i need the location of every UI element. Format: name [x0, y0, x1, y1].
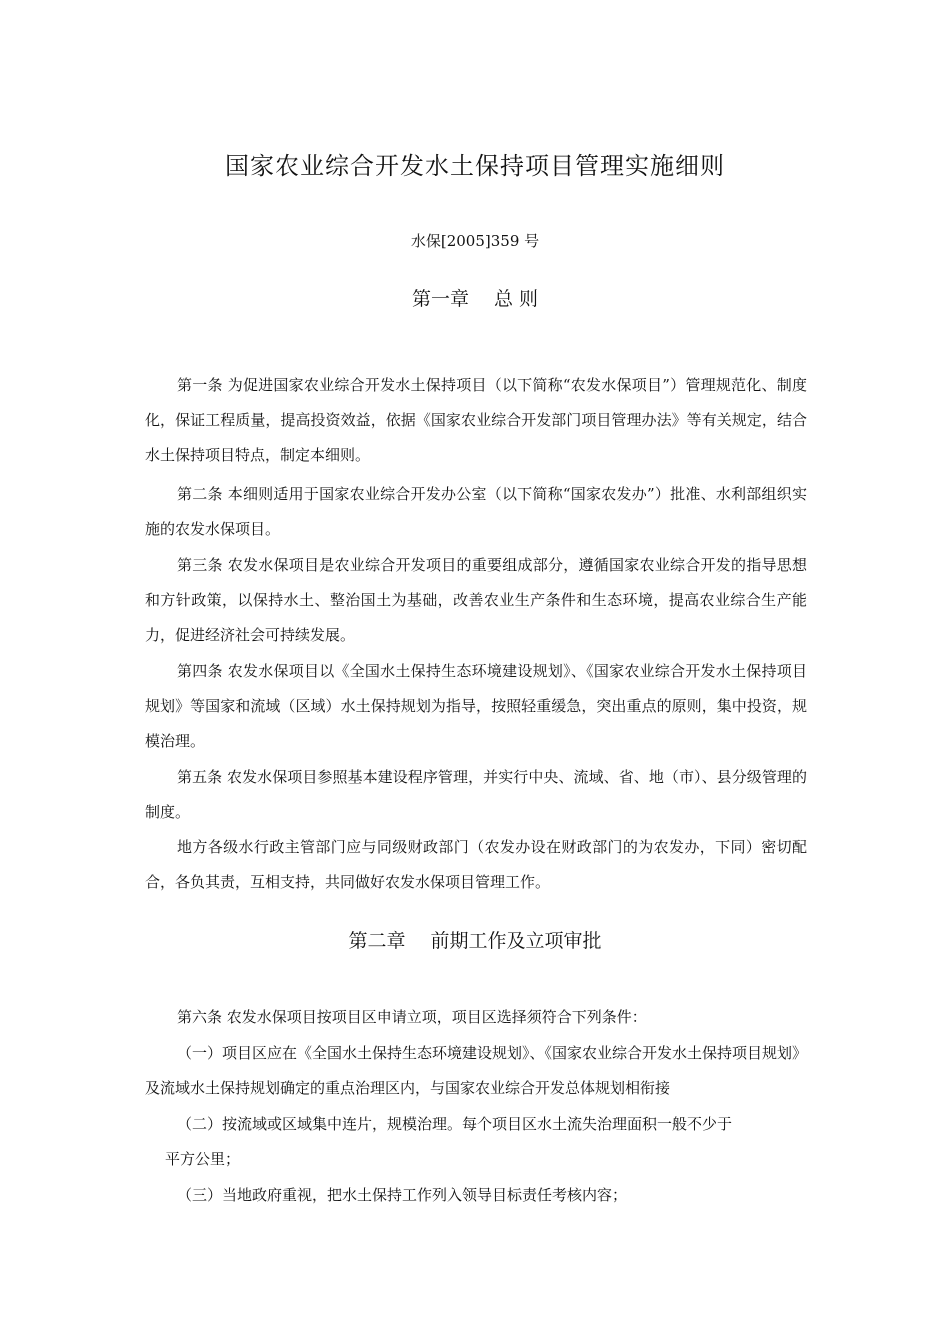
article-paragraph: 第四条 农发水保项目以《全国水土保持生态环境建设规划》、《国家农业综合开发水土保持项目规划》等国家和流域（区域）水土保持规划为指导，按照轻重缓急，突出重点的原则，集中投资，规模治理。 [145, 662, 807, 750]
list-item-paragraph: （一）项目区应在《全国水土保持生态环境建设规划》、《国家农业综合开发水土保持项目规划》及流域水土保持规划确定的重点治理区内，与国家农业综合开发总体规划相衔接 [145, 1044, 808, 1097]
article-paragraph: 第二条 本细则适用于国家农业综合开发办公室（以下简称“国家农发办”）批准、水利部组织实施的农发水保项目。 [145, 485, 807, 538]
article-paragraph: 第一条 为促进国家农业综合开发水土保持项目（以下简称“农发水保项目”）管理规范化、制度化，保证工程质量，提高投资效益，依据《国家农业综合开发部门项目管理办法》等有关规定，结合水土保持项目特点，制定本细则。 [145, 376, 807, 464]
list-item-paragraph: （三）当地政府重视，把水土保持工作列入领导目标责任考核内容； [177, 1186, 628, 1204]
article-paragraph: 第三条 农发水保项目是农业综合开发项目的重要组成部分，遵循国家农业综合开发的指导思想和方针政策，以保持水土、整治国土为基础，改善农业生产条件和生态环境，提高农业综合生产能力，促进经济社会可持续发展。 [145, 556, 807, 644]
chapter-heading: 第二章 前期工作及立项审批 [348, 930, 602, 952]
article-paragraph: 地方各级水行政主管部门应与同级财政部门（农发办设在财政部门的为农发办，下同）密切配合，各负其责，互相支持，共同做好农发水保项目管理工作。 [145, 838, 807, 891]
list-item-text: （二）按流域或区域集中连片，规模治理。每个项目区水土流失治理面积一般不少于 [177, 1115, 733, 1133]
article-paragraph: 第六条 农发水保项目按项目区申请立项，项目区选择须符合下列条件： [177, 1008, 647, 1026]
list-item-paragraph [145, 1107, 807, 1177]
article-paragraph: 第五条 农发水保项目参照基本建设程序管理，并实行中央、流域、省、地（市）、县分级管理的制度。 [145, 768, 807, 821]
document-title: 国家农业综合开发水土保持项目管理实施细则 [225, 152, 725, 180]
chapter-heading: 第一章 总 则 [411, 288, 539, 310]
list-item-continuation: 平方公里； [165, 1150, 241, 1168]
document-number: 水保[2005]359 号 [410, 232, 540, 250]
